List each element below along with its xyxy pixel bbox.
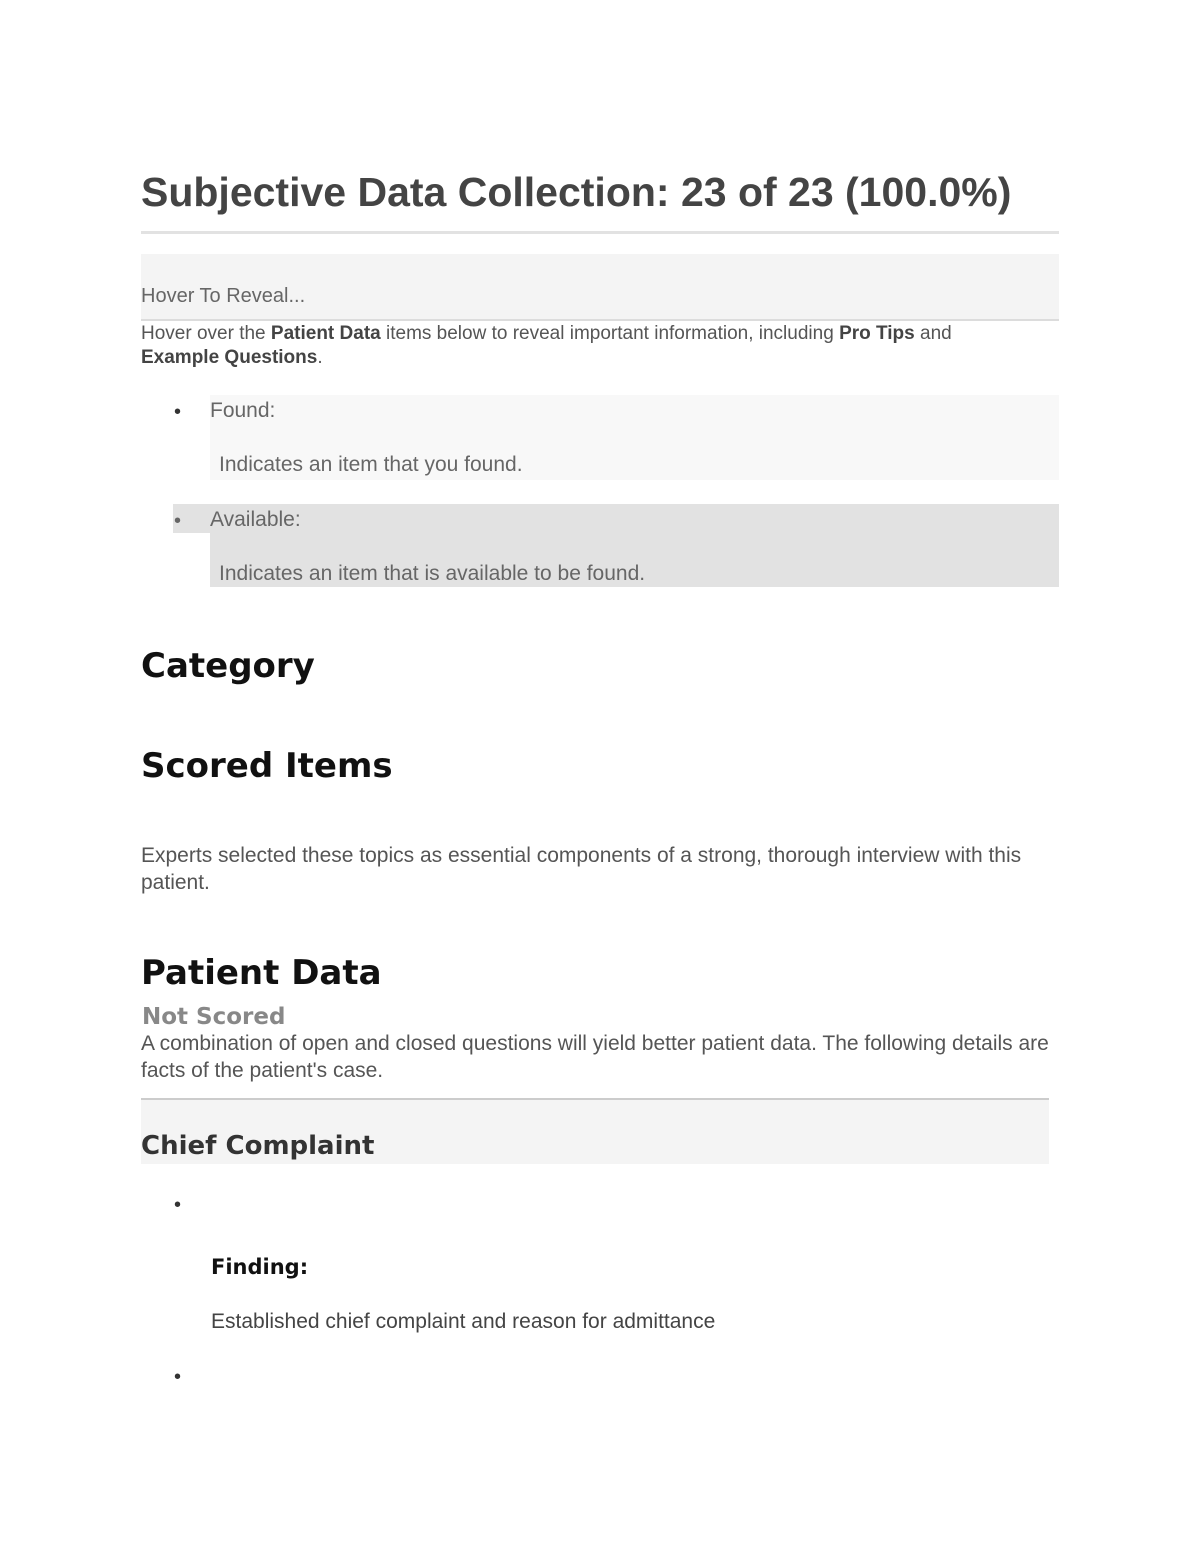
legend-available-label: Available: [210,508,301,531]
page-title: Subjective Data Collection: 23 of 23 (100.0%) [141,169,1012,215]
not-scored-badge: Not Scored [142,1004,286,1030]
legend-found-label: Found: [210,399,276,422]
legend-available-description: Indicates an item that is available to be found. [219,562,646,585]
intro-text: Hover over the [141,323,271,344]
bullet-icon: • [174,401,182,423]
category-heading: Category [141,646,315,686]
bullet-icon: • [174,1194,182,1216]
bullet-icon: • [174,510,182,532]
intro-example-questions: Example Questions [141,347,318,368]
patient-data-heading: Patient Data [141,953,382,993]
bullet-icon: • [174,1366,182,1388]
intro-pro-tips: Pro Tips [839,323,915,344]
legend-found-description: Indicates an item that you found. [219,453,523,476]
scored-items-description: Experts selected these topics as essential components of a strong, thorough interview with this patient. [141,844,1022,894]
patient-data-description: A combination of open and closed questions will yield better patient data. The following details are facts of the patient's case. [141,1032,1049,1082]
finding-label: Finding: [211,1255,309,1279]
intro-text: items below to reveal important information, including [380,323,840,344]
finding-text: Established chief complaint and reason for admittance [211,1310,716,1333]
scored-items-heading: Scored Items [141,746,393,786]
intro-text: . [317,347,323,368]
intro-text: and [914,323,952,344]
intro-patient-data: Patient Data [270,323,381,344]
title-divider [141,231,1059,234]
hover-reveal-label: Hover To Reveal... [141,285,306,307]
chief-complaint-heading: Chief Complaint [141,1131,375,1161]
hover-instructions [141,322,961,370]
